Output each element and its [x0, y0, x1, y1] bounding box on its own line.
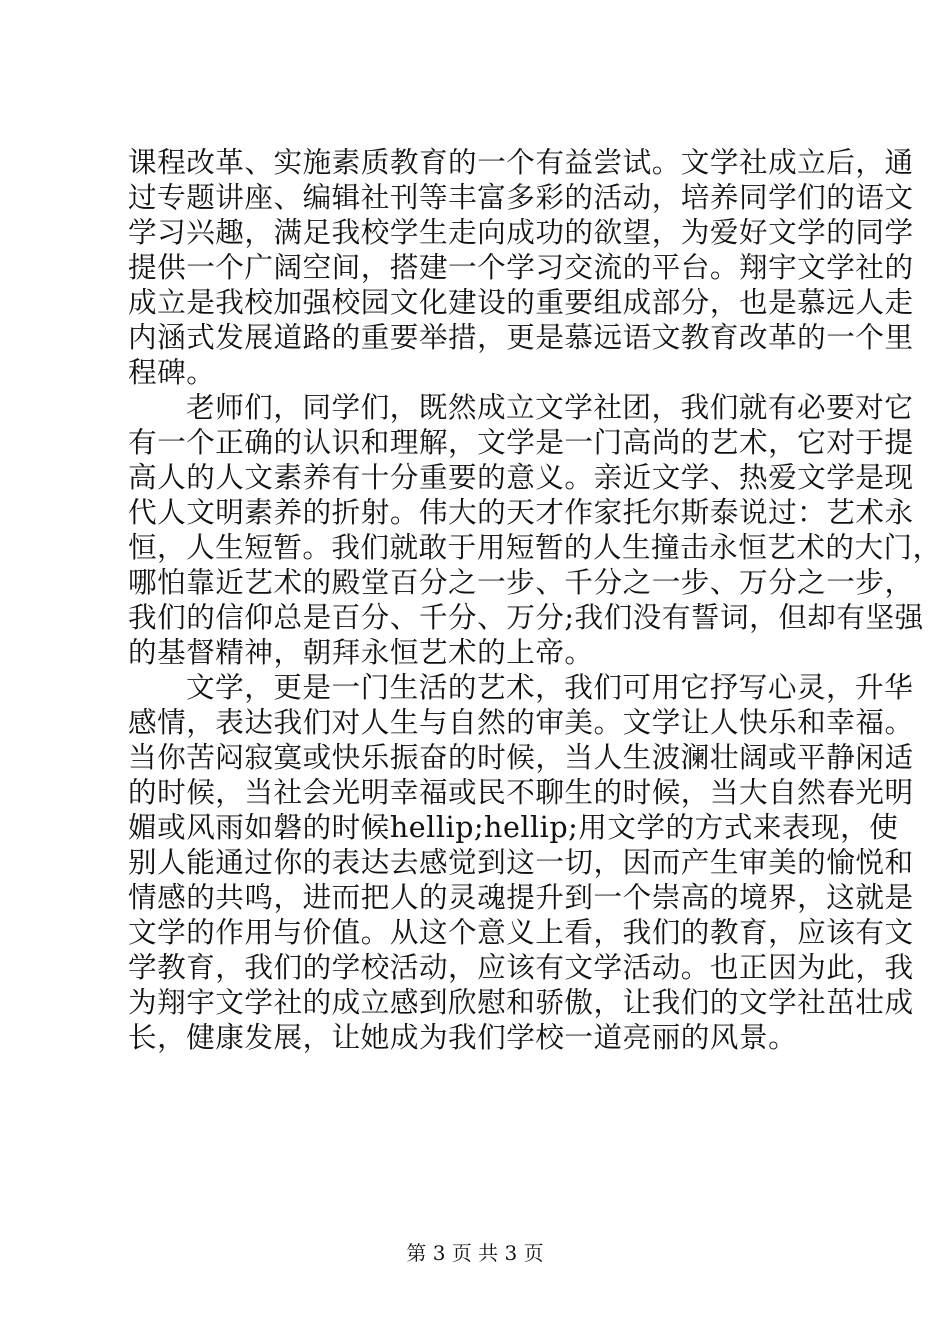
text-line: 恒，人生短暂。我们就敢于用短暂的人生撞击永恒艺术的大门，: [128, 530, 942, 564]
text-line: 情感的共鸣，进而把人的灵魂提升到一个崇高的境界，这就是: [128, 880, 914, 914]
text-line: 长，健康发展，让她成为我们学校一道亮丽的风景。: [128, 1020, 798, 1054]
text-line: 别人能通过你的表达去感觉到这一切，因而产生审美的愉悦和: [128, 845, 914, 879]
text-line: 有一个正确的认识和理解，文学是一门高尚的艺术，它对于提: [128, 425, 914, 459]
text-line: 提供一个广阔空间，搭建一个学习交流的平台。翔宇文学社的: [128, 250, 914, 284]
text-line: 我们的信仰总是百分、千分、万分;我们没有誓词，但却有坚强: [128, 600, 924, 634]
text-line: 哪怕靠近艺术的殿堂百分之一步、千分之一步、万分之一步，: [128, 565, 914, 599]
text-line: 的时候，当社会光明幸福或民不聊生的时候，当大自然春光明: [128, 775, 914, 809]
text-line: 学教育，我们的学校活动，应该有文学活动。也正因为此，我: [128, 950, 914, 984]
paragraph-first-line: 老师们，同学们，既然成立文学社团，我们就有必要对它: [186, 390, 914, 424]
text-line: 高人的人文素养有十分重要的意义。亲近文学、热爱文学是现: [128, 460, 914, 494]
text-line: 学习兴趣，满足我校学生走向成功的欲望，为爱好文学的同学: [128, 215, 914, 249]
text-line: 过专题讲座、编辑社刊等丰富多彩的活动，培养同学们的语文: [128, 180, 914, 214]
text-line: 的基督精神，朝拜永恒艺术的上帝。: [128, 635, 594, 669]
text-line: 程碑。: [128, 355, 216, 389]
text-line: 媚或风雨如磐的时候hellip;hellip;用文学的方式来表现，使: [128, 810, 899, 844]
text-line: 文学的作用与价值。从这个意义上看，我们的教育，应该有文: [128, 915, 914, 949]
text-line: 代人文明素养的折射。伟大的天才作家托尔斯泰说过：艺术永: [128, 495, 914, 529]
text-line: 为翔宇文学社的成立感到欣慰和骄傲，让我们的文学社茁壮成: [128, 985, 914, 1019]
text-line: 感情，表达我们对人生与自然的审美。文学让人快乐和幸福。: [128, 705, 914, 739]
page-number-footer: 第 3 页 共 3 页: [406, 1241, 544, 1265]
text-line: 课程改革、实施素质教育的一个有益尝试。文学社成立后，通: [128, 145, 914, 179]
text-line: 成立是我校加强校园文化建设的重要组成部分，也是慕远人走: [128, 285, 914, 319]
text-line: 内涵式发展道路的重要举措，更是慕远语文教育改革的一个里: [128, 320, 914, 354]
text-line: 当你苦闷寂寞或快乐振奋的时候，当人生波澜壮阔或平静闲适: [128, 740, 914, 774]
paragraph-first-line: 文学，更是一门生活的艺术，我们可用它抒写心灵，升华: [186, 670, 914, 704]
